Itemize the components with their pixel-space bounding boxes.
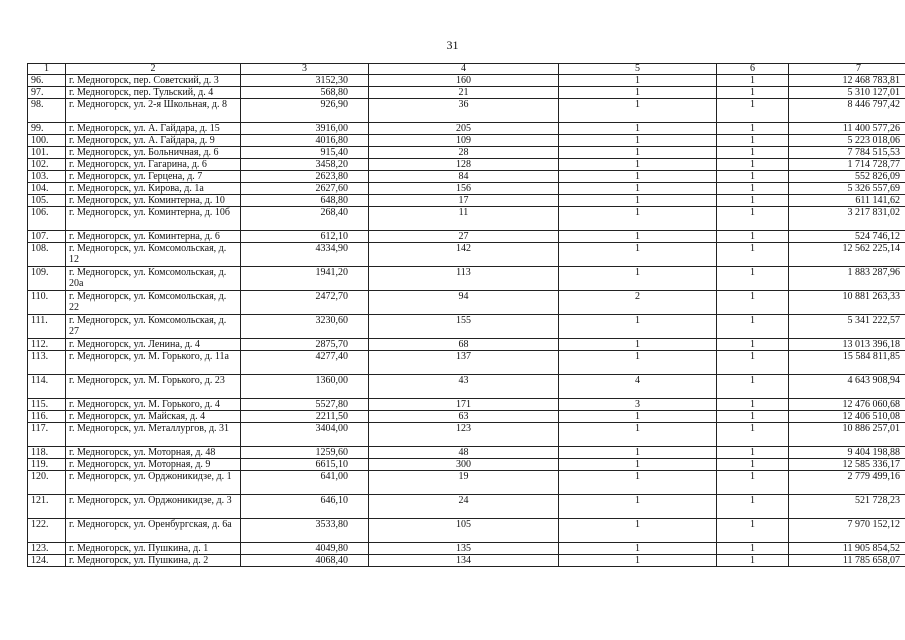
column-4-value: 105	[369, 519, 559, 543]
row-number: 97.	[28, 87, 66, 99]
address: г. Медногорск, ул. Больничная, д. 6	[66, 147, 241, 159]
column-5-value: 1	[559, 87, 717, 99]
column-6-value: 1	[717, 75, 789, 87]
address: г. Медногорск, ул. Моторная, д. 9	[66, 459, 241, 471]
address: г. Медногорск, ул. Металлургов, д. 31	[66, 423, 241, 447]
row-number: 123.	[28, 543, 66, 555]
area-value: 4016,80	[241, 135, 369, 147]
row-number: 118.	[28, 447, 66, 459]
column-4-value: 84	[369, 171, 559, 183]
area-value: 612,10	[241, 231, 369, 243]
area-value: 3230,60	[241, 315, 369, 339]
column-6-value: 1	[717, 411, 789, 423]
table-row	[28, 291, 905, 315]
cost-value: 521 728,23	[789, 495, 905, 519]
address: г. Медногорск, ул. Пушкина, д. 2	[66, 555, 241, 567]
column-4-value: 21	[369, 87, 559, 99]
address: г. Медногорск, пер. Тульский, д. 4	[66, 87, 241, 99]
address: г. Медногорск, ул. Коминтерна, д. 10	[66, 195, 241, 207]
column-5-value: 1	[559, 339, 717, 351]
area-value: 2875,70	[241, 339, 369, 351]
table-row	[28, 147, 905, 159]
column-4-value: 137	[369, 351, 559, 375]
area-value: 3152,30	[241, 75, 369, 87]
area-value: 5527,80	[241, 399, 369, 411]
column-5-value: 3	[559, 399, 717, 411]
column-4-value: 11	[369, 207, 559, 231]
row-number: 120.	[28, 471, 66, 495]
cost-value: 524 746,12	[789, 231, 905, 243]
column-4-value: 24	[369, 495, 559, 519]
column-4-value: 171	[369, 399, 559, 411]
table-row	[28, 135, 905, 147]
row-number: 107.	[28, 231, 66, 243]
cost-value: 552 826,09	[789, 171, 905, 183]
area-value: 2627,60	[241, 183, 369, 195]
area-value: 2472,70	[241, 291, 369, 315]
row-number: 106.	[28, 207, 66, 231]
cost-value: 5 310 127,01	[789, 87, 905, 99]
address: г. Медногорск, ул. Кирова, д. 1а	[66, 183, 241, 195]
cost-value: 4 643 908,94	[789, 375, 905, 399]
area-value: 3533,80	[241, 519, 369, 543]
column-6-value: 1	[717, 375, 789, 399]
table-row	[28, 183, 905, 195]
column-4-value: 135	[369, 543, 559, 555]
area-value: 1941,20	[241, 267, 369, 291]
column-5-value: 1	[559, 99, 717, 123]
area-value: 4334,90	[241, 243, 369, 267]
column-5-value: 1	[559, 519, 717, 543]
table-row	[28, 123, 905, 135]
area-value: 4049,80	[241, 543, 369, 555]
column-4-value: 43	[369, 375, 559, 399]
area-value: 4277,40	[241, 351, 369, 375]
column-header-7: 7	[789, 64, 905, 75]
cost-value: 10 881 263,33	[789, 291, 905, 315]
cost-value: 1 883 287,96	[789, 267, 905, 291]
column-5-value: 1	[559, 447, 717, 459]
row-number: 96.	[28, 75, 66, 87]
table-row	[28, 375, 905, 399]
column-4-value: 205	[369, 123, 559, 135]
table-row	[28, 171, 905, 183]
address: г. Медногорск, ул. Коминтерна, д. 6	[66, 231, 241, 243]
cost-value: 12 476 060,68	[789, 399, 905, 411]
column-6-value: 1	[717, 543, 789, 555]
column-4-value: 156	[369, 183, 559, 195]
column-6-value: 1	[717, 519, 789, 543]
column-5-value: 1	[559, 75, 717, 87]
area-value: 6615,10	[241, 459, 369, 471]
address: г. Медногорск, пер. Советский, д. 3	[66, 75, 241, 87]
column-5-value: 1	[559, 171, 717, 183]
column-4-value: 28	[369, 147, 559, 159]
column-4-value: 63	[369, 411, 559, 423]
column-4-value: 109	[369, 135, 559, 147]
table-row	[28, 495, 905, 519]
row-number: 117.	[28, 423, 66, 447]
column-6-value: 1	[717, 399, 789, 411]
table-row	[28, 243, 905, 267]
row-number: 124.	[28, 555, 66, 567]
row-number: 111.	[28, 315, 66, 339]
table-row	[28, 315, 905, 339]
column-6-value: 1	[717, 195, 789, 207]
column-4-value: 113	[369, 267, 559, 291]
address: г. Медногорск, ул. М. Горького, д. 4	[66, 399, 241, 411]
cost-value: 7 784 515,53	[789, 147, 905, 159]
column-6-value: 1	[717, 459, 789, 471]
address: г. Медногорск, ул. Комсомольская, д. 27	[66, 315, 241, 339]
column-5-value: 1	[559, 123, 717, 135]
column-6-value: 1	[717, 207, 789, 231]
column-6-value: 1	[717, 423, 789, 447]
area-value: 646,10	[241, 495, 369, 519]
area-value: 915,40	[241, 147, 369, 159]
table-row	[28, 75, 905, 87]
area-value: 568,80	[241, 87, 369, 99]
row-number: 108.	[28, 243, 66, 267]
row-number: 101.	[28, 147, 66, 159]
row-number: 103.	[28, 171, 66, 183]
housing-register-table	[27, 63, 905, 567]
area-value: 2623,80	[241, 171, 369, 183]
column-5-value: 1	[559, 411, 717, 423]
column-header-3: 3	[241, 64, 369, 75]
address: г. Медногорск, ул. А. Гайдара, д. 9	[66, 135, 241, 147]
table-row	[28, 195, 905, 207]
column-5-value: 1	[559, 543, 717, 555]
area-value: 641,00	[241, 471, 369, 495]
column-5-value: 1	[559, 423, 717, 447]
cost-value: 15 584 811,85	[789, 351, 905, 375]
cost-value: 11 400 577,26	[789, 123, 905, 135]
column-4-value: 17	[369, 195, 559, 207]
address: г. Медногорск, ул. Гагарина, д. 6	[66, 159, 241, 171]
area-value: 648,80	[241, 195, 369, 207]
column-6-value: 1	[717, 159, 789, 171]
cost-value: 11 785 658,07	[789, 555, 905, 567]
address: г. Медногорск, ул. Ленина, д. 4	[66, 339, 241, 351]
column-4-value: 36	[369, 99, 559, 123]
column-6-value: 1	[717, 135, 789, 147]
table-row	[28, 423, 905, 447]
row-number: 102.	[28, 159, 66, 171]
column-6-value: 1	[717, 291, 789, 315]
table-body	[28, 75, 905, 567]
column-6-value: 1	[717, 447, 789, 459]
column-6-value: 1	[717, 315, 789, 339]
cost-value: 9 404 198,88	[789, 447, 905, 459]
column-5-value: 1	[559, 159, 717, 171]
row-number: 122.	[28, 519, 66, 543]
column-5-value: 1	[559, 231, 717, 243]
area-value: 4068,40	[241, 555, 369, 567]
column-number-row	[28, 64, 905, 75]
column-4-value: 155	[369, 315, 559, 339]
cost-value: 10 886 257,01	[789, 423, 905, 447]
column-5-value: 2	[559, 291, 717, 315]
table-row	[28, 447, 905, 459]
column-5-value: 1	[559, 555, 717, 567]
row-number: 112.	[28, 339, 66, 351]
row-number: 105.	[28, 195, 66, 207]
table-row	[28, 231, 905, 243]
column-6-value: 1	[717, 351, 789, 375]
cost-value: 3 217 831,02	[789, 207, 905, 231]
cost-value: 1 714 728,77	[789, 159, 905, 171]
column-4-value: 94	[369, 291, 559, 315]
table-row	[28, 411, 905, 423]
cost-value: 5 326 557,69	[789, 183, 905, 195]
table-row	[28, 519, 905, 543]
column-6-value: 1	[717, 99, 789, 123]
column-5-value: 1	[559, 267, 717, 291]
column-header-5: 5	[559, 64, 717, 75]
table-row	[28, 339, 905, 351]
column-header-1: 1	[28, 64, 66, 75]
address: г. Медногорск, ул. А. Гайдара, д. 15	[66, 123, 241, 135]
column-4-value: 142	[369, 243, 559, 267]
page-number: 31	[446, 38, 459, 52]
table-row	[28, 471, 905, 495]
cost-value: 11 905 854,52	[789, 543, 905, 555]
column-5-value: 1	[559, 147, 717, 159]
row-number: 114.	[28, 375, 66, 399]
column-5-value: 1	[559, 195, 717, 207]
row-number: 119.	[28, 459, 66, 471]
column-5-value: 1	[559, 243, 717, 267]
address: г. Медногорск, ул. Оренбургская, д. 6а	[66, 519, 241, 543]
column-6-value: 1	[717, 87, 789, 99]
column-6-value: 1	[717, 339, 789, 351]
column-4-value: 48	[369, 447, 559, 459]
address: г. Медногорск, ул. М. Горького, д. 11а	[66, 351, 241, 375]
column-4-value: 128	[369, 159, 559, 171]
column-5-value: 1	[559, 459, 717, 471]
row-number: 115.	[28, 399, 66, 411]
column-5-value: 4	[559, 375, 717, 399]
address: г. Медногорск, ул. Орджоникидзе, д. 3	[66, 495, 241, 519]
area-value: 3404,00	[241, 423, 369, 447]
table-row	[28, 87, 905, 99]
column-5-value: 1	[559, 135, 717, 147]
area-value: 2211,50	[241, 411, 369, 423]
column-header-2: 2	[66, 64, 241, 75]
table-row	[28, 267, 905, 291]
area-value: 1259,60	[241, 447, 369, 459]
cost-value: 12 562 225,14	[789, 243, 905, 267]
address: г. Медногорск, ул. 2-я Школьная, д. 8	[66, 99, 241, 123]
row-number: 110.	[28, 291, 66, 315]
column-5-value: 1	[559, 351, 717, 375]
column-6-value: 1	[717, 123, 789, 135]
column-header-6: 6	[717, 64, 789, 75]
column-6-value: 1	[717, 243, 789, 267]
cost-value: 8 446 797,42	[789, 99, 905, 123]
table-row	[28, 459, 905, 471]
table-row	[28, 159, 905, 171]
column-6-value: 1	[717, 555, 789, 567]
table-row	[28, 207, 905, 231]
row-number: 98.	[28, 99, 66, 123]
address: г. Медногорск, ул. Комсомольская, д. 22	[66, 291, 241, 315]
table-row	[28, 351, 905, 375]
row-number: 100.	[28, 135, 66, 147]
column-header-4: 4	[369, 64, 559, 75]
area-value: 3916,00	[241, 123, 369, 135]
cost-value: 611 141,62	[789, 195, 905, 207]
cost-value: 5 223 018,06	[789, 135, 905, 147]
cost-value: 12 468 783,81	[789, 75, 905, 87]
column-4-value: 160	[369, 75, 559, 87]
cost-value: 2 779 499,16	[789, 471, 905, 495]
area-value: 3458,20	[241, 159, 369, 171]
column-4-value: 300	[369, 459, 559, 471]
column-6-value: 1	[717, 471, 789, 495]
column-4-value: 134	[369, 555, 559, 567]
row-number: 109.	[28, 267, 66, 291]
area-value: 268,40	[241, 207, 369, 231]
address: г. Медногорск, ул. Комсомольская, д. 20а	[66, 267, 241, 291]
address: г. Медногорск, ул. Моторная, д. 48	[66, 447, 241, 459]
column-6-value: 1	[717, 267, 789, 291]
column-5-value: 1	[559, 495, 717, 519]
row-number: 104.	[28, 183, 66, 195]
cost-value: 13 013 396,18	[789, 339, 905, 351]
table-row	[28, 555, 905, 567]
table-row	[28, 99, 905, 123]
row-number: 121.	[28, 495, 66, 519]
table-row	[28, 543, 905, 555]
cost-value: 12 585 336,17	[789, 459, 905, 471]
column-5-value: 1	[559, 183, 717, 195]
column-5-value: 1	[559, 471, 717, 495]
column-6-value: 1	[717, 171, 789, 183]
cost-value: 7 970 152,12	[789, 519, 905, 543]
column-6-value: 1	[717, 231, 789, 243]
column-4-value: 68	[369, 339, 559, 351]
column-6-value: 1	[717, 495, 789, 519]
column-4-value: 19	[369, 471, 559, 495]
address: г. Медногорск, ул. Орджоникидзе, д. 1	[66, 471, 241, 495]
column-6-value: 1	[717, 183, 789, 195]
table-row	[28, 399, 905, 411]
column-6-value: 1	[717, 147, 789, 159]
area-value: 1360,00	[241, 375, 369, 399]
address: г. Медногорск, ул. Коминтерна, д. 10б	[66, 207, 241, 231]
address: г. Медногорск, ул. Комсомольская, д. 12	[66, 243, 241, 267]
column-4-value: 27	[369, 231, 559, 243]
row-number: 113.	[28, 351, 66, 375]
area-value: 926,90	[241, 99, 369, 123]
row-number: 99.	[28, 123, 66, 135]
cost-value: 5 341 222,57	[789, 315, 905, 339]
column-5-value: 1	[559, 207, 717, 231]
address: г. Медногорск, ул. Майская, д. 4	[66, 411, 241, 423]
column-5-value: 1	[559, 315, 717, 339]
address: г. Медногорск, ул. М. Горького, д. 23	[66, 375, 241, 399]
row-number: 116.	[28, 411, 66, 423]
cost-value: 12 406 510,08	[789, 411, 905, 423]
column-4-value: 123	[369, 423, 559, 447]
address: г. Медногорск, ул. Герцена, д. 7	[66, 171, 241, 183]
address: г. Медногорск, ул. Пушкина, д. 1	[66, 543, 241, 555]
